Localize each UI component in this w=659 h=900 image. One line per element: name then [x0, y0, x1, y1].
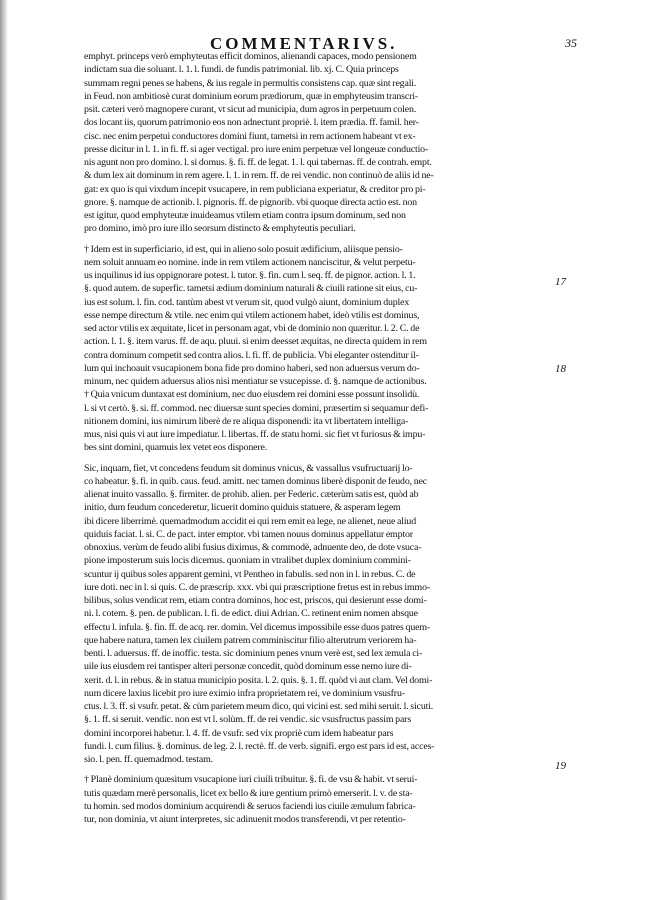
text-line: nem soluit annuam eo nomine. inde in rem vtilem actionem nanciscitur, & velut perpetu-	[84, 256, 416, 268]
text-line: obnoxius. verùm de feudo alibi fusius diximus, & commodè, adnuente deo, de dote vsuca-	[84, 542, 422, 553]
paragraph-gap	[84, 455, 536, 462]
text-line: mus, nisi quis vi aut iure impediatur. l. libertas. ff. de statu homi. sic fiet vt furiosus & impu-	[84, 429, 426, 440]
text-line: sed actor vtilis ex æquitate, licet in personam agat, vbi de dominio non quæritur. l. 2. C. de	[84, 323, 420, 334]
paragraph	[84, 243, 536, 455]
text-line: num dicere laxius licebit pro iure eximio infra proprietatem rei, ve dominium vsusfru-	[84, 687, 405, 699]
text-line: † Idem est in superficiario, id est, qui in alieno solo posuit ædificium, aliisque pensio-	[84, 243, 403, 255]
text-line: Sic, inquam, fiet, vt concedens feudum sit dominus vnicus, & vassallus vsufructuarij lo-	[84, 462, 413, 474]
paragraph-gap	[84, 236, 536, 243]
paragraph-gap	[84, 766, 536, 773]
text-line: que habere natura, tamen lex ciuilem patrem comminiscitur filio alterutrum veriorem ha-	[84, 634, 417, 646]
margin-note: 19	[555, 760, 566, 772]
text-line: ibi dicere liberrimè. quemadmodum accidit ei qui rem emit ea lege, ne alienet, neue aliud	[84, 515, 416, 527]
text-line: scuntur ij quibus soles apparent gemini, vt Pentheo in fabulis. sed non in l. in rebus. C. de	[84, 568, 416, 580]
body-text	[84, 50, 536, 826]
text-line: esse nempe directum & vtile. nec enim qui vtilem actionem habet, ideò vtilis est dominus,	[84, 309, 420, 321]
text-line: cisc. nec enim perpetui conductores domini fiunt, tametsi in rem actionem habeant vt ex-	[84, 130, 416, 142]
margin-note: 17	[555, 276, 566, 288]
text-line: initio, dum feudum concederetur, licuerit domino quiduis statuere, & asperam legem	[84, 502, 401, 514]
text-line: bes sint domini, quamuis lex vetet eos disponere.	[84, 442, 268, 454]
paragraph	[84, 462, 536, 767]
text-line: uile ius eiusdem rei tantisper alteri personæ concedit, quòd dominum esse nemo iure di-	[84, 661, 412, 673]
text-line: l. si vt certò. §. si. ff. commod. nec diuersæ sunt species domini, præsertim si sequamur defi-	[84, 402, 429, 414]
margin-note: 18	[555, 363, 566, 375]
page-gutter-shadow	[0, 0, 8, 900]
text-line: in Feud. non ambitiosè curat dominium eorum prædiorum, quæ in emphyteusim transcri-	[84, 90, 418, 102]
text-line: quiduis faciat. l. si. C. de pact. inter emptor. vbi tamen nouus dominus appellatur emptor	[84, 528, 413, 540]
text-line: presse dicitur in l. 1. in fi. ff. si ager vectigal. pro iure enim perpetuæ vel longeuæ conductio-	[84, 143, 429, 155]
text-line: est igitur, quod emphyteutæ inuideamus vtilem etiam contra ipsum dominum, sed non	[84, 210, 406, 221]
text-line: ius est solum. l. fin. cod. tantùm abest vt verum sit, quod vulgò aiunt, dominium duplex	[84, 296, 410, 308]
text-line: emphyt. princeps verò emphyteutas efficit dominos, alienandi capaces, modo pensionem	[84, 51, 417, 62]
text-line: effectu l. infula. §. fin. ff. de acq. rer. domin. Vel dicemus impossibile esse duos patres quem-	[84, 621, 431, 633]
text-line: lum qui inchoauit vsucapionem bona fide pro domino haberi, sed non aduersus verum do-	[84, 362, 420, 374]
text-line: alienat inuito vassallo. §. firmiter. de prohib. alien. per Federic. cæterùm satis est, quòd ab	[84, 489, 419, 500]
text-line: action. l. 1. §. item varus. ff. de aqu. pluui. si enim deesset æquitas, ne directa quidem in rem	[84, 336, 427, 348]
text-line: xerit. d. l. in rebus. & in statua municipio posita. l. 2. quis. §. 1. ff. quòd vi aut clam. Vel domi-	[84, 674, 433, 686]
text-line: summam regni penes se habens, & ius regale in permultis consistens cap. quæ sint regali.	[84, 77, 417, 89]
paragraph	[84, 50, 536, 236]
text-line: sio. l. pen. ff. quemadmod. testam.	[84, 754, 213, 765]
text-line: minum, nec quidem aduersus alios nisi mentiatur se vsucepisse. d. §. namque de actionibus.	[84, 376, 427, 387]
text-line: pione imposterum suis locis dicemus. quoniam in vtralibet duplex dominium commini-	[84, 555, 411, 567]
text-line: benti. l. aduersus. ff. de inoffic. testa. sic dominium penes vnum verè est, sed lex æmula ci-	[84, 648, 423, 659]
text-line: tu homin. sed modos dominium acquirendi & seruos faciendi ius ciuile æmulum fabrica-	[84, 800, 416, 812]
text-line: nitionem domini, ius nimirum liberè de re aliqua disponendi: ita vt libertatem intelliga-	[84, 415, 409, 427]
running-head: COMMENTARIVS.	[210, 34, 398, 53]
text-line: gnore. §. namque de actionib. l. pignoris. ff. de pignorib. vbi quoque directa actio est. non	[84, 196, 417, 208]
page-number: 35	[565, 36, 577, 50]
text-line: us inquilinus id ius oppignorare potest. l. tutor. §. fin. cum l. seq. ff. de pignor. action. l. 1.	[84, 270, 416, 281]
text-line: indictam sua die soluant. l. 1. l. fundi. de fundis patrimonial. lib. xj. C. Quia princeps	[84, 64, 399, 76]
paragraph	[84, 773, 536, 826]
text-line: † Planè dominium quæsitum vsucapione iuri ciuili tribuitur. §. fi. de vsu & habit. vt serui-	[84, 774, 418, 786]
text-line: psit. cæteri verò magnopere curant, vt sicut ad municipia, dum agros in perpetuum colen.	[84, 104, 417, 115]
text-line: tur, non dominia, vt aiunt interpretes, sic adinuenit modos transferendi, vt per retentio-	[84, 814, 406, 825]
text-line: & dum lex ait dominum in rem agere. l. 1. in rem. ff. de rei vendic. non continuò de aliis id ne-	[84, 170, 434, 182]
text-line: co habeatur. §. fi. in quib. caus. feud. amitt. nec tamen dominus liberè disponit de feudo, nec	[84, 475, 428, 487]
text-line: §. 1. ff. si seruit. vendic. non est vt l. solùm. ff. de rei vendic. sic vsusfructus passim pars	[84, 714, 412, 726]
text-line: gat: ex quo is qui vixdum incepit vsucapere, in rem publiciana experiatur, & creditor pro pi-	[84, 183, 426, 195]
text-line: † Quia vnicum duntaxat est dominium, nec duo eiusdem rei domini esse possunt insolidù.	[84, 389, 420, 401]
text-line: ctus. l. 3. ff. si vsufr. petat. & cùm parietem meum dico, qui vicini est. sed mihi seruit. l. sicuti.	[84, 701, 434, 712]
text-line: tutis quædam merè personalis, licet ex bello & iure gentium primò emerserit. l. v. de sta-	[84, 787, 413, 799]
text-line: pro domino, imò pro iure illo seorsum distincto & emphyteutis peculiari.	[84, 223, 356, 235]
text-line: §. quod autem. de superfic. tametsi ædium dominium naturali & ciuili ratione sit eius, cu-	[84, 283, 418, 295]
text-line: ni. l. cotem. §. pen. de publican. l. fi. de edict. diui Adrian. C. retinent enim nomen absque	[84, 608, 418, 620]
text-line: iure doti. nec in l. si quis. C. de præscrip. xxx. vbi qui præscriptione fretus est in rebus immo-	[84, 581, 431, 593]
text-line: dos locant iis, quorum patrimonio eos non adnectunt propriè. l. item prædia. ff. famil. her-	[84, 117, 419, 129]
text-line: contra dominum competit sed contra alios. l. fi. ff. de publicia. Vbi eleganter ostenditur il-	[84, 349, 419, 361]
text-line: nis agunt non pro domino. l. si domus. §. fi. ff. de legat. 1. l. qui tabernas. ff. de contrah. empt.	[84, 157, 432, 168]
text-line: domini incorporei habetur. l. 4. ff. de vsufr. sed vix propriè cum idem habeatur pars	[84, 727, 394, 739]
text-line: bilibus, solus vendicat rem, etiam contra dominos, hoc est, priscos, qui desierunt esse domi-	[84, 595, 427, 606]
text-line: fundi. l. cum filius. §. dominus. de leg. 2. l. rectè. ff. de verb. signifi. ergo est pars id est, acces-	[84, 740, 435, 752]
